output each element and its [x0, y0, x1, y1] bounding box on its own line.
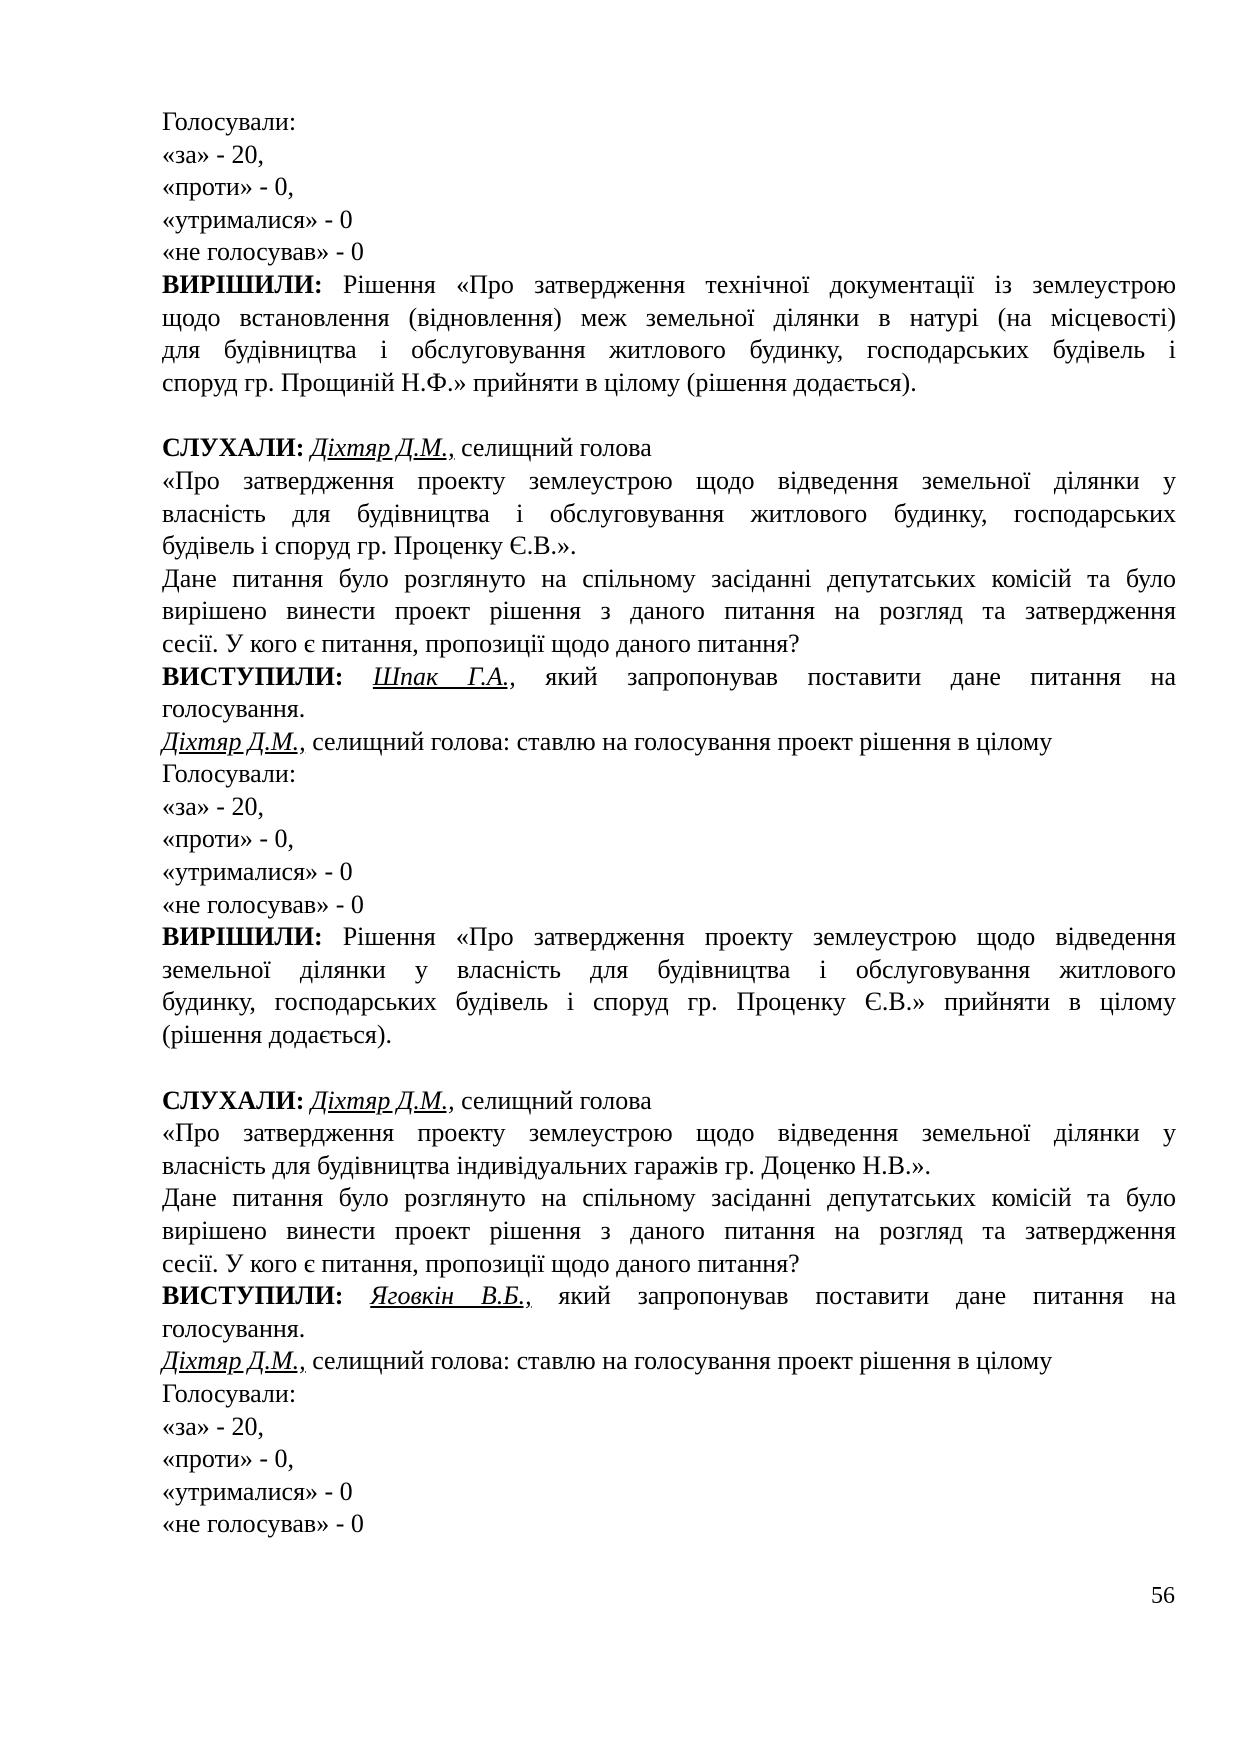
- info-line-2: вирішено винести проект рішення з даного питання на розгляд та затвердження: [162, 596, 1176, 626]
- info-line-1: Дане питання було розглянуто на спільному засіданні депутатських комісій та було: [162, 563, 1176, 593]
- spoke-line: [162, 1280, 1176, 1313]
- vote-abstain: «утрималися» - 0: [162, 857, 353, 887]
- spoke-speaker: Шпак Г.А.,: [372, 661, 516, 691]
- resolved-label: ВИРІШИЛИ:: [162, 922, 323, 952]
- vote-for: «за» - 20,: [162, 139, 264, 169]
- heard-role: селищний голова: [454, 433, 652, 463]
- heard-speaker: Діхтяр Д.М.,: [310, 433, 455, 463]
- votes-header: Голосували:: [162, 107, 297, 136]
- chair-line: [162, 726, 1176, 759]
- spoke-text: який запропонував поставити дане питання на: [515, 661, 1176, 691]
- heard-line: [162, 432, 1176, 465]
- heard-speaker: Діхтяр Д.М.,: [310, 1085, 455, 1115]
- heard-line: [162, 1085, 1176, 1118]
- votes-header: Голосували:: [162, 759, 297, 789]
- votes-header: Голосували:: [162, 1378, 297, 1408]
- page-number: 56: [1151, 1583, 1175, 1609]
- vote-not-voted: «не голосував» - 0: [162, 889, 364, 919]
- spoke-continuation: голосування.: [162, 1313, 306, 1343]
- info-line-1: Дане питання було розглянуто на спільному засіданні депутатських комісій та було: [162, 1183, 1176, 1213]
- topic-line-3: будівель і споруд гр. Проценку Є.В.».: [162, 531, 577, 561]
- chair-text: селищний голова: ставлю на голосування проект рішення в цілому: [305, 726, 1053, 756]
- vote-for: «за» - 20,: [162, 1411, 264, 1441]
- resolved-line-3: будинку, господарських будівель і споруд гр. Проценку Є.В.» прийняти в цілому: [162, 987, 1176, 1017]
- spoke-speaker: Яговкін В.Б.,: [370, 1281, 532, 1311]
- vote-against: «проти» - 0,: [162, 172, 295, 202]
- info-line-3: сесії. У кого є питання, пропозиції щодо даного питання?: [162, 1248, 800, 1278]
- vote-not-voted: «не голосував» - 0: [162, 237, 364, 267]
- vote-against: «проти» - 0,: [162, 824, 295, 854]
- topic-line-1: «Про затвердження проекту землеустрою щодо відведення земельної ділянки у: [162, 465, 1176, 495]
- section-gap: [162, 1052, 1176, 1085]
- chair-text: селищний голова: ставлю на голосування проект рішення в цілому: [305, 1346, 1053, 1376]
- heard-label: СЛУХАЛИ:: [162, 1085, 305, 1115]
- resolved-line-1: ВИРІШИЛИ: Рішення «Про затвердження проекту землеустрою щодо відведення: [162, 922, 1176, 952]
- spoke-label: ВИСТУПИЛИ:: [162, 661, 344, 691]
- chair-speaker: Діхтяр Д.М.,: [162, 1346, 306, 1376]
- spoke-text: який запропонував поставити дане питання на: [531, 1281, 1176, 1311]
- resolved-line-4: споруд гр. Прощиній Н.Ф.» прийняти в цілому (рішення додається).: [162, 367, 917, 397]
- resolved-line-4: (рішення додається).: [162, 1020, 393, 1050]
- resolved-line-1: ВИРІШИЛИ: Рішення «Про затвердження технічної документації із землеустрою: [162, 269, 1176, 299]
- vote-for: «за» - 20,: [162, 791, 264, 821]
- vote-not-voted: «не голосував» - 0: [162, 1509, 364, 1539]
- section-gap: [162, 399, 1176, 432]
- vote-abstain: «утрималися» - 0: [162, 1476, 353, 1506]
- resolved-line-2: щодо встановлення (відновлення) меж земельної ділянки в натурі (на місцевості): [162, 302, 1176, 332]
- topic-line-2: власність для будівництва і обслуговування житлового будинку, господарських: [162, 498, 1176, 528]
- heard-role: селищний голова: [454, 1085, 652, 1115]
- info-line-3: сесії. У кого є питання, пропозиції щодо даного питання?: [162, 628, 800, 658]
- spoke-line: [162, 661, 1176, 694]
- topic-line-2: власність для будівництва індивідуальних гаражів гр. Доценко Н.В.».: [162, 1150, 931, 1180]
- info-line-2: вирішено винести проект рішення з даного питання на розгляд та затвердження: [162, 1216, 1176, 1245]
- text-column: [162, 106, 1176, 1541]
- spoke-continuation: голосування.: [162, 694, 306, 724]
- resolved-line-3: для будівництва і обслуговування житлового будинку, господарських будівель і: [162, 335, 1176, 365]
- vote-against: «проти» - 0,: [162, 1444, 295, 1474]
- chair-speaker: Діхтяр Д.М.,: [162, 726, 306, 756]
- chair-line: [162, 1345, 1176, 1378]
- vote-abstain: «утрималися» - 0: [162, 204, 353, 234]
- heard-label: СЛУХАЛИ:: [162, 433, 305, 463]
- spoke-label: ВИСТУПИЛИ:: [162, 1281, 344, 1311]
- topic-line-1: «Про затвердження проекту землеустрою щодо відведення земельної ділянки у: [162, 1118, 1176, 1148]
- resolved-line-2: земельної ділянки у власність для будівництва і обслуговування житлового: [162, 954, 1176, 984]
- resolved-label: ВИРІШИЛИ:: [162, 269, 323, 299]
